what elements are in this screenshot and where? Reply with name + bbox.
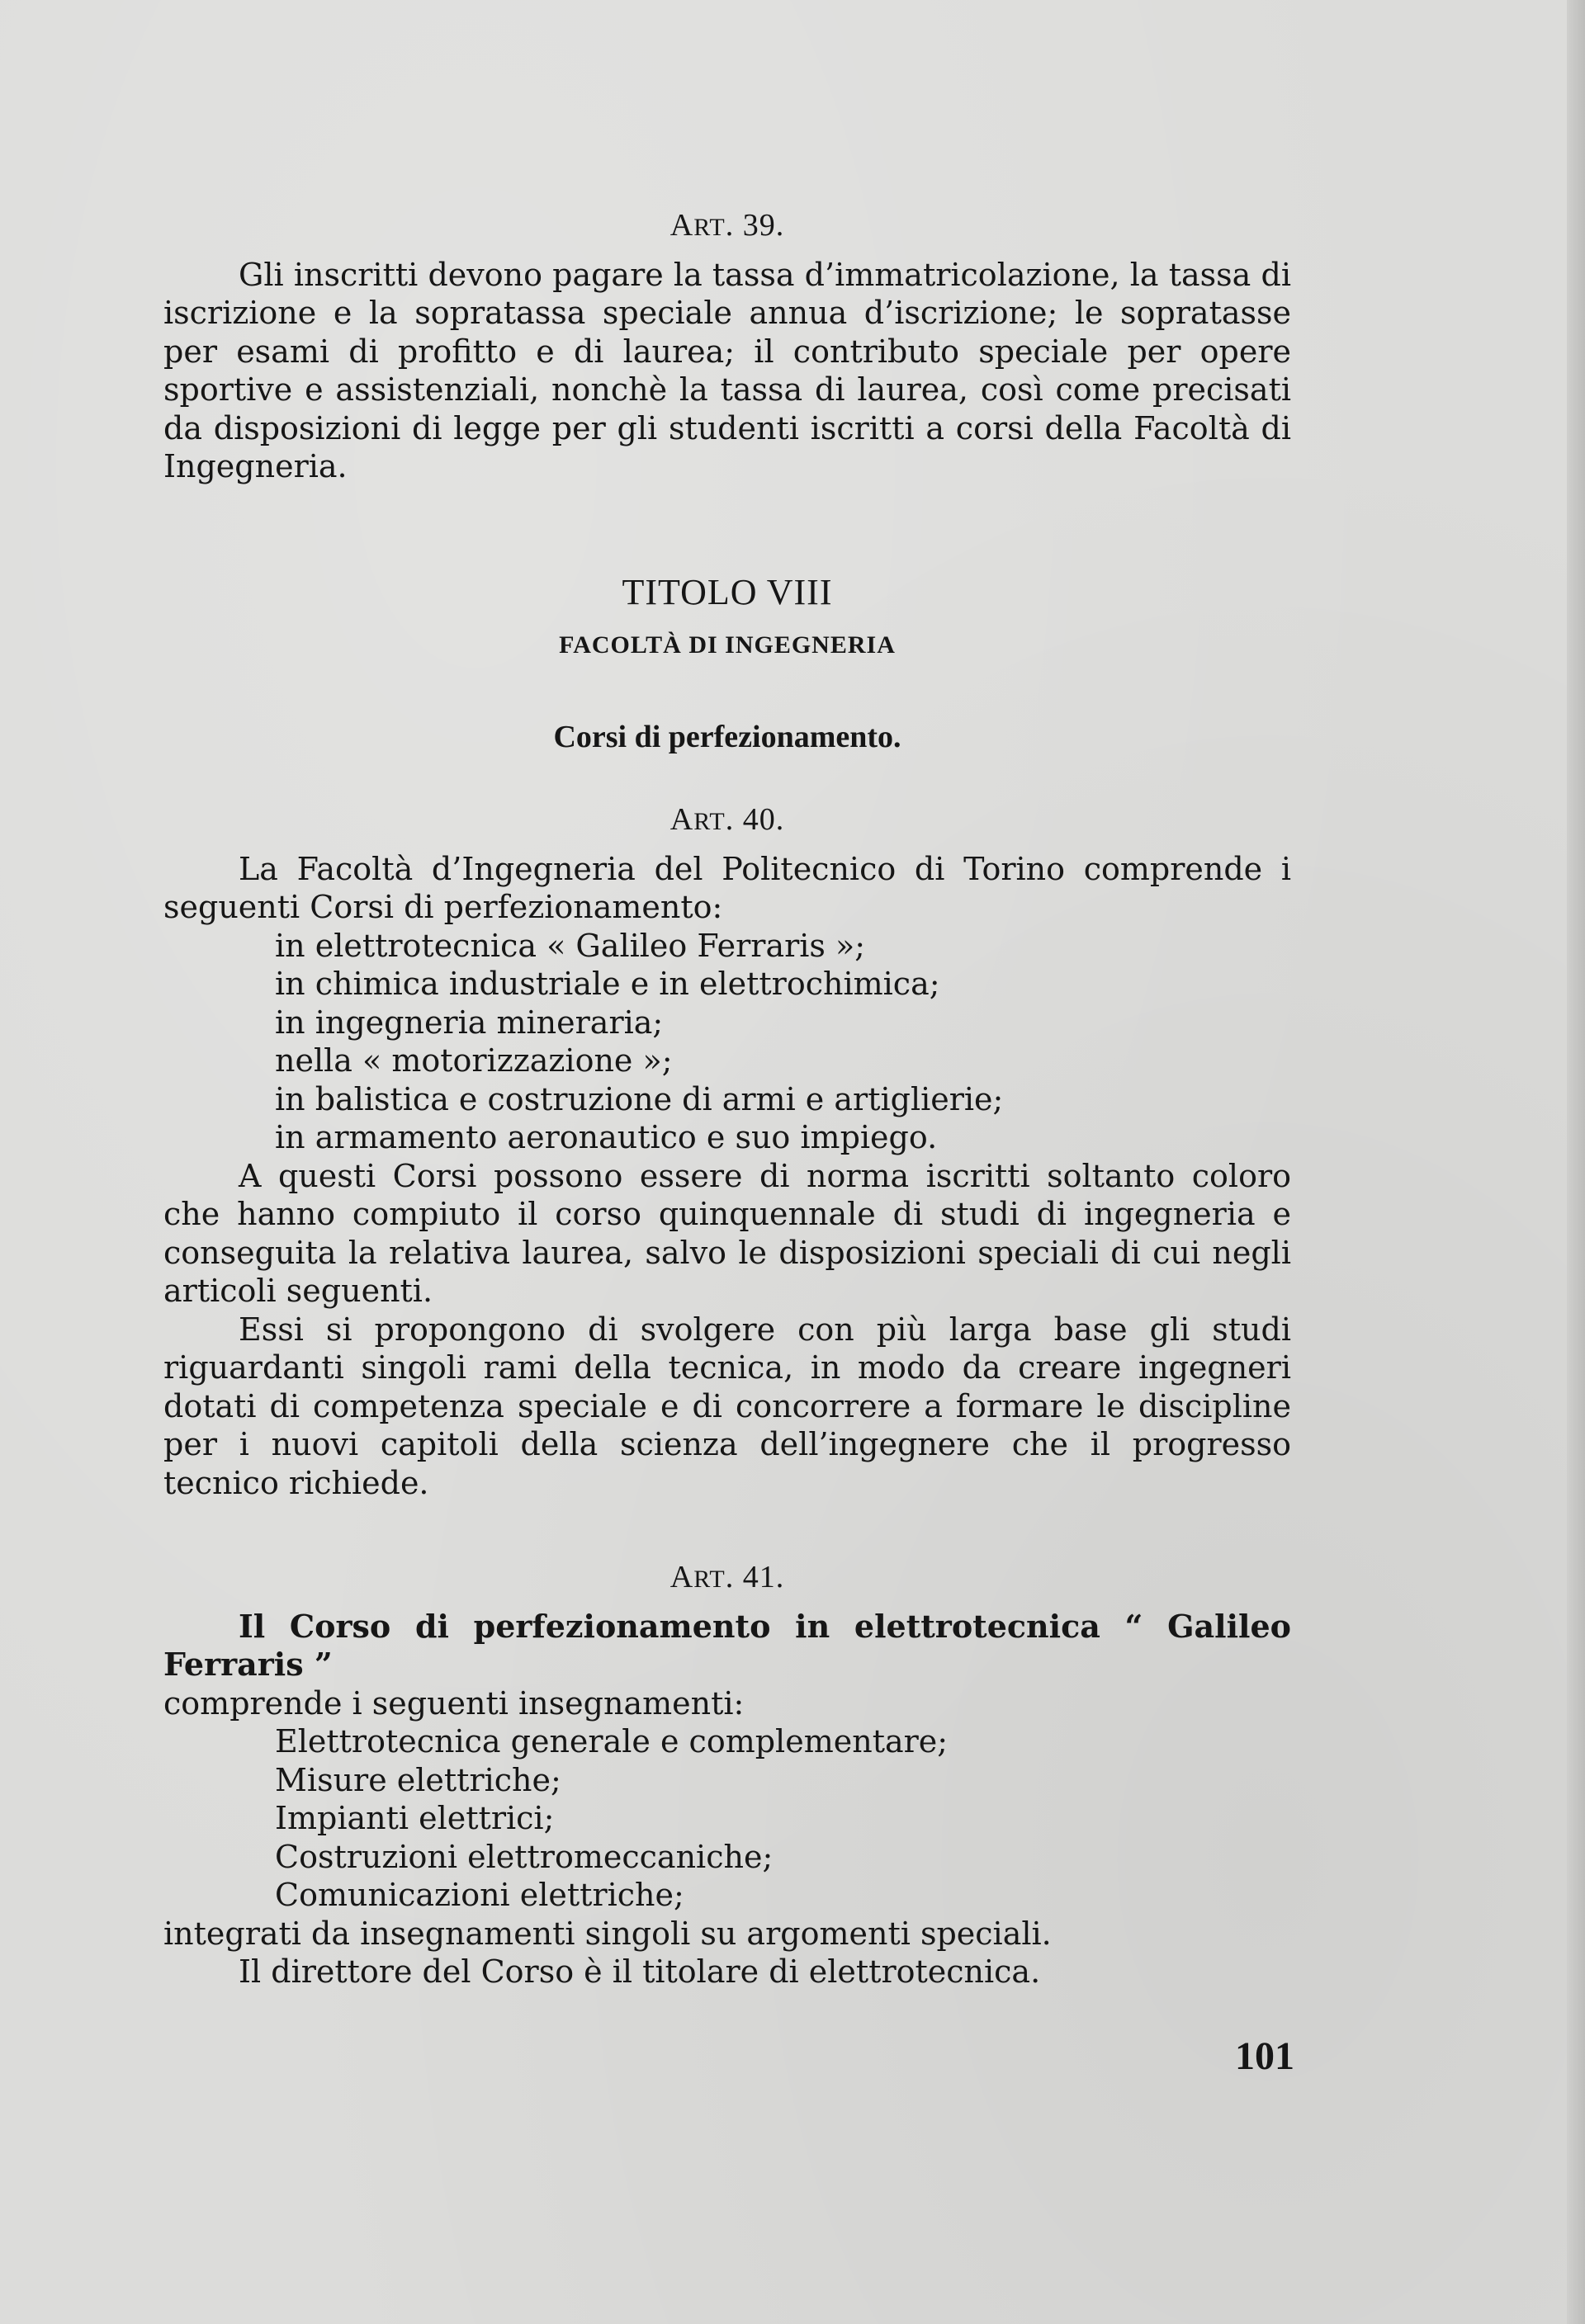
article-41-closing-1: integrati da insegnamenti singoli su argomenti speciali. bbox=[163, 1915, 1052, 1952]
page-number: 101 bbox=[1235, 2034, 1294, 2078]
page-edge-shadow bbox=[1567, 0, 1585, 2324]
article-40-paragraph-2: A questi Corsi possono essere di norma iscritti soltanto coloro che hanno compiuto il corso quinquennale di studi di ingegneria e conseguita la relativa laurea, salvo le disposizioni speciali di cui negli articoli seguenti. bbox=[163, 1157, 1291, 1309]
faculty-heading: FACOLTÀ DI INGEGNERIA bbox=[559, 631, 896, 659]
list-item: in chimica industriale e in elettrochimica; bbox=[275, 966, 940, 1002]
article-39-heading: ART. 39. bbox=[669, 208, 785, 243]
section-heading: Corsi di perfezionamento. bbox=[553, 719, 901, 754]
list-item: nella « motorizzazione »; bbox=[275, 1042, 673, 1079]
course-list bbox=[163, 927, 1291, 1157]
title-heading: TITOLO VIII bbox=[622, 571, 833, 612]
article-41-closing-2: Il direttore del Corso è il titolare di elettrotecnica. bbox=[239, 1953, 1041, 1990]
page-body bbox=[163, 206, 1291, 1991]
list-item: Costruzioni elettromeccaniche; bbox=[275, 1838, 774, 1875]
list-item: in armamento aeronautico e suo impiego. bbox=[275, 1119, 938, 1155]
article-41-intro-rest: comprende i seguenti insegnamenti: bbox=[163, 1684, 745, 1722]
list-item: Misure elettriche; bbox=[275, 1761, 561, 1798]
list-item: in balistica e costruzione di armi e artiglierie; bbox=[275, 1080, 1004, 1117]
subject-list bbox=[163, 1722, 1291, 1915]
list-item: Impianti elettrici; bbox=[275, 1800, 555, 1836]
list-item: in elettrotecnica « Galileo Ferraris »; bbox=[275, 927, 866, 964]
article-40-intro: La Facoltà d’Ingegneria del Politecnico di Torino comprende i seguenti Corsi di perfezionamento: bbox=[163, 850, 1291, 925]
article-41-intro-bold: Il Corso di perfezionamento in elettrotecnica “ Galileo Ferraris ” bbox=[163, 1607, 1291, 1683]
article-39-text: Gli inscritti devono pagare la tassa d’immatricolazione, la tassa di iscrizione e la sopratassa speciale annua d’iscrizione; le sopratasse per esami di profitto e di laurea; il contributo speciale per opere sportive e assistenziali, nonchè la tassa di laurea, così come precisati da disposizioni di legge per gli studenti iscritti a corsi della Facoltà di Ingegneria. bbox=[163, 256, 1291, 484]
list-item: in ingegneria mineraria; bbox=[275, 1004, 664, 1041]
article-41-heading: ART. 41. bbox=[669, 1560, 785, 1594]
article-40-heading: ART. 40. bbox=[669, 802, 785, 837]
list-item: Comunicazioni elettriche; bbox=[275, 1877, 684, 1913]
list-item: Elettrotecnica generale e complementare; bbox=[275, 1723, 949, 1760]
article-40-paragraph-3: Essi si propongono di svolgere con più larga base gli studi riguardanti singoli rami della tecnica, in modo da creare ingegneri dotati di competenza speciale e di concorrere a formare le discipline per i nuovi capitoli della scienza dell’ingegnere che il progresso tecnico richiede. bbox=[163, 1311, 1291, 1501]
